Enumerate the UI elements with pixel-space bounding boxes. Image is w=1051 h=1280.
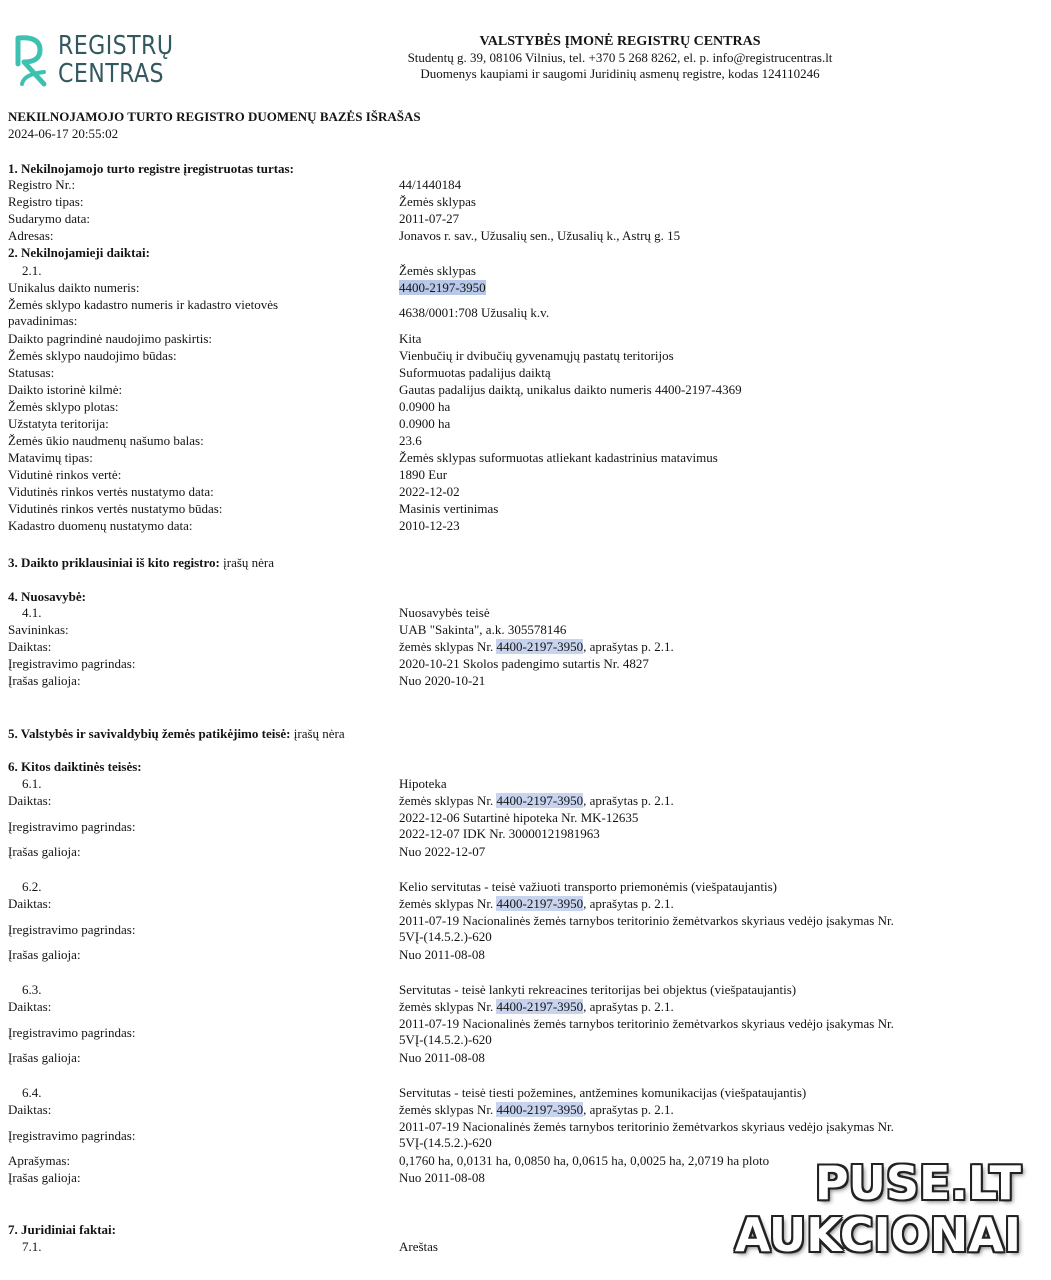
registru-centras-logo — [14, 30, 189, 90]
field-label: Savininkas: — [8, 622, 69, 637]
field-label: Registro tipas: — [8, 194, 84, 209]
field-label: Užstatyta teritorija: — [8, 416, 109, 431]
field-value: 2020-10-21 Skolos padengimo sutartis Nr. 4827 — [399, 656, 649, 671]
item-title: Hipoteka — [399, 776, 447, 791]
field-value: žemės sklypas Nr. 4400-2197-3950, aprašytas p. 2.1. — [399, 1102, 674, 1117]
field-label: Žemės ūkio naudmenų našumo balas: — [8, 433, 204, 448]
field-label: Adresas: — [8, 228, 54, 243]
watermark-line1: PUSE.LT — [814, 1156, 1021, 1210]
field-value: žemės sklypas Nr. 4400-2197-3950, aprašytas p. 2.1. — [399, 639, 674, 654]
item-number: 7.1. — [22, 1239, 42, 1254]
field-value: Masinis vertinimas — [399, 501, 499, 516]
field-value: 2011-07-19 Nacionalinės žemės tarnybos teritorinio žemėtvarkos skyriaus vedėjo įsakymas Nr. 5VĮ-(14.5.2.)-620 — [399, 1016, 894, 1047]
logo-line1: REGISTRŲ — [58, 31, 174, 61]
section-3-note: įrašų nėra — [223, 555, 275, 570]
field-value: Vienbučių ir dvibučių gyvenamųjų pastatų teritorijos — [399, 348, 674, 363]
field-value: 1890 Eur — [399, 467, 448, 482]
unique-number-highlight[interactable]: 4400-2197-3950 — [399, 280, 486, 295]
field-value: UAB "Sakinta", a.k. 305578146 — [399, 622, 567, 637]
organization-address: Studentų g. 39, 08106 Vilnius, tel. +370 5 268 8262, el. p. info@registrucentras.lt — [407, 50, 833, 65]
field-value: 2011-07-19 Nacionalinės žemės tarnybos teritorinio žemėtvarkos skyriaus vedėjo įsakymas Nr. 5VĮ-(14.5.2.)-620 — [399, 913, 894, 944]
field-value: Nuo 2022-12-07 — [399, 844, 486, 859]
field-label: Įregistravimo pagrindas: — [8, 819, 136, 834]
field-row — [8, 1119, 1038, 1153]
section-5-heading: 5. Valstybės ir savivaldybių žemės patikėjimo teisė: įrašų nėra — [8, 726, 345, 741]
field-value: 4638/0001:708 Užusalių k.v. — [399, 305, 550, 320]
field-label: Įregistravimo pagrindas: — [8, 922, 136, 937]
item-number: 6.1. — [22, 776, 42, 791]
field-row — [8, 297, 1038, 331]
field-value: Nuo 2011-08-08 — [399, 1170, 485, 1185]
logo-mark-icon — [14, 34, 52, 90]
field-value: Nuo 2020-10-21 — [399, 673, 486, 688]
field-label: Vidutinės rinkos vertės nustatymo data: — [8, 484, 214, 499]
field-label: Daiktas: — [8, 639, 52, 654]
field-label: Įrašas galioja: — [8, 844, 81, 859]
field-label: Daiktas: — [8, 999, 52, 1014]
section-6-heading: 6. Kitos daiktinės teisės: — [8, 759, 142, 774]
field-value: žemės sklypas Nr. 4400-2197-3950, aprašytas p. 2.1. — [399, 999, 674, 1014]
field-value: 2022-12-02 — [399, 484, 460, 499]
field-value: Jonavos r. sav., Užusalių sen., Užusalių k., Astrų g. 15 — [399, 228, 681, 243]
field-label: Įrašas galioja: — [8, 673, 81, 688]
item-title: Kelio servitutas - teisė važiuoti transporto priemonėmis (viešpataujantis) — [399, 879, 777, 894]
field-value: 23.6 — [399, 433, 422, 448]
unique-number-link[interactable]: 4400-2197-3950 — [496, 896, 584, 911]
field-value: Nuo 2011-08-08 — [399, 1050, 485, 1065]
field-value: 2010-12-23 — [399, 518, 460, 533]
field-value: Gautas padalijus daiktą, unikalus daikto numeris 4400-2197-4369 — [399, 382, 742, 397]
field-label: Matavimų tipas: — [8, 450, 93, 465]
field-label: Daikto pagrindinė naudojimo paskirtis: — [8, 331, 212, 346]
field-label: Įregistravimo pagrindas: — [8, 1025, 136, 1040]
field-label: Daiktas: — [8, 793, 52, 808]
field-value: 0,1760 ha, 0,0131 ha, 0,0850 ha, 0,0615 ha, 0,0025 ha, 2,0719 ha ploto — [399, 1153, 770, 1168]
field-value: Kita — [399, 331, 422, 346]
unique-number-link[interactable]: 4400-2197-3950 — [496, 999, 584, 1014]
field-value: 2022-12-06 Sutartinė hipoteka Nr. MK-12635 2022-12-07 IDK Nr. 30000121981963 — [399, 810, 639, 841]
field-value: 44/1440184 — [399, 177, 462, 192]
item-number: 6.4. — [22, 1085, 42, 1100]
field-label: Įrašas galioja: — [8, 947, 81, 962]
field-value: Suformuotas padalijus daiktą — [399, 365, 551, 380]
field-label: Vidutinė rinkos vertė: — [8, 467, 122, 482]
section-3-heading: 3. Daikto priklausiniai iš kito registro: įrašų nėra — [8, 555, 275, 570]
field-row — [8, 810, 1038, 844]
document-header — [0, 0, 1051, 100]
item-number: 4.1. — [22, 605, 42, 620]
field-label: Žemės sklypo naudojimo būdas: — [8, 348, 177, 363]
field-label: Aprašymas: — [8, 1153, 71, 1168]
field-label: Įrašas galioja: — [8, 1170, 81, 1185]
field-label: Vidutinės rinkos vertės nustatymo būdas: — [8, 501, 223, 516]
field-label: Statusas: — [8, 365, 55, 380]
field-value: žemės sklypas Nr. 4400-2197-3950, aprašytas p. 2.1. — [399, 896, 674, 911]
section-4-heading: 4. Nuosavybė: — [8, 589, 87, 604]
field-value: 2011-07-19 Nacionalinės žemės tarnybos teritorinio žemėtvarkos skyriaus vedėjo įsakymas Nr. 5VĮ-(14.5.2.)-620 — [399, 1119, 894, 1150]
field-label: Daiktas: — [8, 896, 52, 911]
unique-number-link[interactable]: 4400-2197-3950 — [496, 793, 584, 808]
field-value: 0.0900 ha — [399, 416, 451, 431]
field-label: Kadastro duomenų nustatymo data: — [8, 518, 193, 533]
item-title: Nuosavybės teisė — [399, 605, 490, 620]
item-title: Servitutas - teisė tiesti požemines, antžemines komunikacijas (viešpataujantis) — [399, 1085, 807, 1100]
section-2-heading: 2. Nekilnojamieji daiktai: — [8, 245, 150, 260]
logo-line2: CENTRAS — [58, 59, 165, 89]
unique-number-link[interactable]: 4400-2197-3950 — [496, 639, 584, 654]
field-value: Žemės sklypas suformuotas atliekant kadastrinius matavimus — [399, 450, 718, 465]
field-value: 0.0900 ha — [399, 399, 451, 414]
field-value: Nuo 2011-08-08 — [399, 947, 485, 962]
organization-register: Duomenys kaupiami ir saugomi Juridinių asmenų registre, kodas 124110246 — [420, 66, 820, 81]
item-title: Žemės sklypas — [399, 263, 476, 278]
field-label: Žemės sklypo kadastro numeris ir kadastro vietovės pavadinimas: — [8, 297, 279, 328]
watermark-line2: AUKCIONAI — [734, 1208, 1021, 1262]
document-title: NEKILNOJAMOJO TURTO REGISTRO DUOMENŲ BAZĖS IŠRAŠAS — [8, 109, 421, 124]
item-number: 2.1. — [22, 263, 42, 278]
organization-name: VALSTYBĖS ĮMONĖ REGISTRŲ CENTRAS — [479, 34, 761, 49]
field-value: žemės sklypas Nr. 4400-2197-3950, aprašytas p. 2.1. — [399, 793, 674, 808]
field-label: Unikalus daikto numeris: — [8, 280, 140, 295]
field-label: Sudarymo data: — [8, 211, 90, 226]
field-label: Žemės sklypo plotas: — [8, 399, 119, 414]
field-label: Įrašas galioja: — [8, 1050, 81, 1065]
section-7-heading: 7. Juridiniai faktai: — [8, 1222, 116, 1237]
item-title: Servitutas - teisė lankyti rekreacines teritorijas bei objektus (viešpataujantis) — [399, 982, 797, 997]
field-label: Daiktas: — [8, 1102, 52, 1117]
section-1-heading: 1. Nekilnojamojo turto registre įregistruotas turtas: — [8, 161, 294, 176]
field-label: Registro Nr.: — [8, 177, 76, 192]
section-5-note: įrašų nėra — [293, 726, 345, 741]
field-value: Žemės sklypas — [399, 194, 476, 209]
field-label: Daikto istorinė kilmė: — [8, 382, 123, 397]
field-label: Įregistravimo pagrindas: — [8, 656, 136, 671]
item-number: 6.3. — [22, 982, 42, 997]
field-row — [8, 1016, 1038, 1050]
unique-number-link[interactable]: 4400-2197-3950 — [496, 1102, 584, 1117]
field-label: Įregistravimo pagrindas: — [8, 1128, 136, 1143]
document-datetime: 2024-06-17 20:55:02 — [8, 126, 119, 141]
organization-info — [300, 34, 940, 82]
item-number: 6.2. — [22, 879, 42, 894]
item-title: Areštas — [399, 1239, 438, 1254]
field-row — [8, 913, 1038, 947]
field-value: 2011-07-27 — [399, 211, 460, 226]
